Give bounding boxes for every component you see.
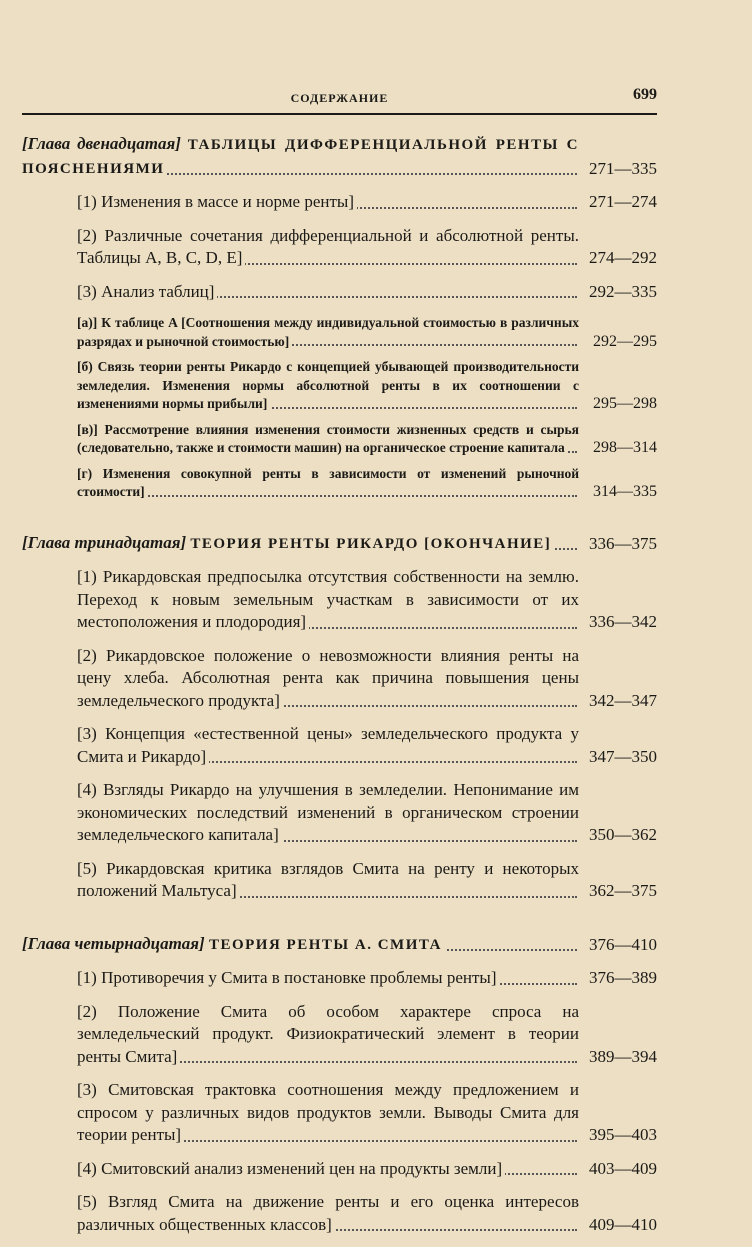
page-range: 347—350	[589, 746, 657, 766]
page-range: 376—410	[589, 934, 657, 954]
entry-text: [1) Противоречия у Смита в постановке проблемы ренты]	[77, 968, 500, 987]
section-entry	[77, 1001, 657, 1069]
section-entry	[77, 225, 657, 270]
header-rule	[22, 113, 657, 115]
page-range: 271—335	[589, 158, 657, 178]
section-entry	[77, 645, 657, 713]
section-entry	[77, 191, 657, 214]
entry-text: [3) Смитовская трактовка соотношения между предложением и спросом у различных видов продуктов земли. Выводы Смита для теории ренты]	[77, 1080, 579, 1144]
section-entry	[77, 858, 657, 903]
entry-text: [г) Изменения совокупной ренты в зависимости от изменений рыночной стоимости]	[77, 465, 579, 499]
entry-text: [а)] К таблице A [Соотношения между индивидуальной стоимостью в различных разрядах и рыночной стоимостью]	[77, 315, 579, 349]
chapter-entry	[22, 133, 657, 180]
page-range: 342—347	[589, 690, 657, 710]
chapter-heading	[22, 134, 579, 177]
page-range: 292—335	[589, 281, 657, 301]
chapter-title: ТЕОРИЯ РЕНТЫ А. СМИТА	[208, 936, 442, 953]
running-header	[22, 86, 657, 112]
chapter-entry	[22, 933, 657, 957]
page-number: 699	[633, 86, 657, 103]
chapter-label: [Глава тринадцатая]	[22, 532, 187, 552]
header-title: СОДЕРЖАНИЕ	[290, 91, 389, 105]
chapter-label: [Глава двенадцатая]	[22, 134, 181, 153]
entry-text: [2) Положение Смита об особом характере спроса на земледельческий продукт. Физиократический элемент в теории ренты Смита]	[77, 1001, 579, 1066]
section-entry	[77, 566, 657, 634]
entry-text: [3) Анализ таблиц]	[77, 282, 217, 301]
entry-text: [1) Рикардовская предпосылка отсутствия собственности на землю. Переход к новым земельным участкам в зависимости от их местоположения и плодородия]	[77, 567, 579, 631]
entry-text: [5) Взгляд Смита на движение ренты и его оценка интересов различных общественных классов]	[77, 1192, 579, 1234]
entry-text: [1) Изменения в массе и норме ренты]	[77, 192, 357, 211]
page-range: 336—375	[589, 533, 657, 553]
page-range: 295—298	[593, 395, 657, 412]
chapter-heading	[22, 533, 554, 552]
section-entry	[77, 1191, 657, 1236]
page-range: 409—410	[589, 1214, 657, 1234]
entry-text: [3) Концепция «естественной цены» земледельческого продукта у Смита и Рикардо]	[77, 724, 579, 766]
section-entry	[77, 1158, 657, 1181]
entry-text: [в)] Рассмотрение влияния изменения стоимости жизненных средств и сырья (следовательно, также и стоимости машин) на органическое строение капитала	[77, 421, 579, 455]
section-entry	[77, 967, 657, 990]
entry-text: [2) Различные сочетания дифференциальной и абсолютной ренты. Таблицы A, B, C, D, E]	[77, 225, 579, 267]
entry-text: [4) Взгляды Рикардо на улучшения в земледелии. Непонимание им экономических последствий изменений в органическом строении земледельческого капитала]	[77, 780, 579, 844]
subsection-entry	[77, 358, 657, 414]
page-range: 271—274	[589, 192, 657, 211]
page-range: 298—314	[593, 439, 657, 456]
subsection-entry	[77, 314, 657, 351]
page-range: 350—362	[589, 825, 657, 844]
entry-text: [б) Связь теории ренты Рикардо с концепцией убывающей производительности земледелия. Изменения нормы абсолютной ренты в их соотношении с изменениями нормы прибыли]	[77, 359, 579, 411]
page-range: 362—375	[589, 881, 657, 900]
section-entry	[77, 779, 657, 847]
page-range: 292—295	[593, 332, 657, 350]
page-range: 395—403	[589, 1125, 657, 1144]
chapter-label: [Глава четырнадцатая]	[22, 933, 205, 953]
section-entry	[77, 1079, 657, 1147]
subsection-entry	[77, 465, 657, 502]
page-range: 274—292	[589, 248, 657, 267]
chapter-title: ТАБЛИЦЫ ДИФФЕРЕНЦИАЛЬНОЙ РЕНТЫ С ПОЯСНЕНИЯМИ	[22, 137, 579, 177]
table-of-contents	[22, 133, 657, 1247]
chapter-entry	[22, 532, 657, 556]
chapter-title: ТЕОРИЯ РЕНТЫ РИКАРДО [ОКОНЧАНИЕ]	[190, 535, 552, 552]
entry-text: [5) Рикардовская критика взглядов Смита на ренту и некоторых положений Мальтуса]	[77, 858, 579, 900]
page-range: 336—342	[589, 612, 657, 631]
section-entry	[77, 723, 657, 768]
page-range: 376—389	[589, 968, 657, 987]
page-range: 389—394	[589, 1046, 657, 1066]
chapter-heading	[22, 934, 445, 953]
subsection-entry	[77, 421, 657, 458]
entry-text: [4) Смитовский анализ изменений цен на продукты земли]	[77, 1159, 505, 1178]
page-range: 403—409	[589, 1158, 657, 1178]
entry-text: [2) Рикардовское положение о невозможности влияния ренты на цену хлеба. Абсолютная рента как причина повышения цены земледельческого продукта]	[77, 645, 579, 710]
section-entry	[77, 281, 657, 304]
page-range: 314—335	[593, 483, 657, 500]
